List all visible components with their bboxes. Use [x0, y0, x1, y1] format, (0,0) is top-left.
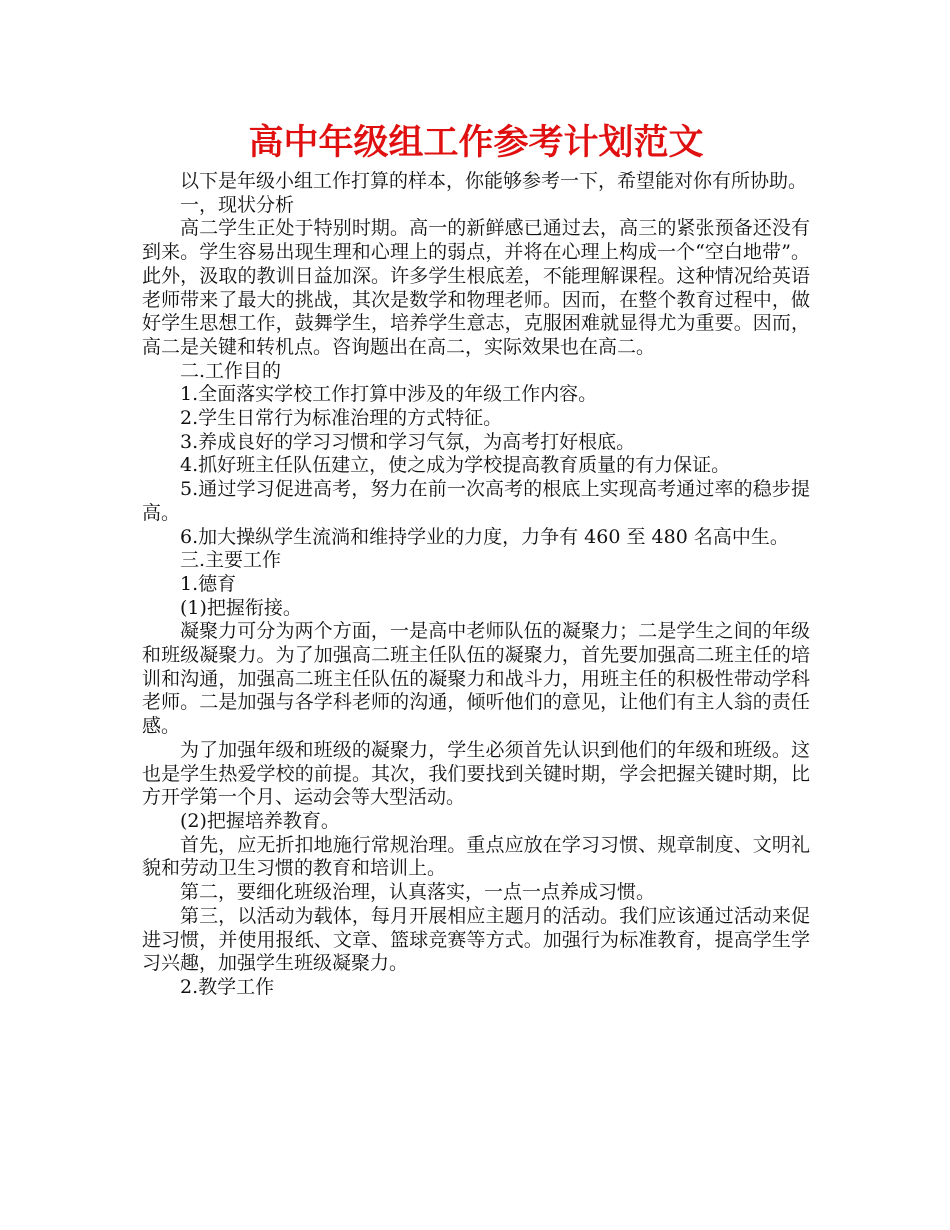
subsection-heading-moral: 1.德育 [180, 572, 237, 595]
goal-item-2: 2.学生日常行为标准治理的方式特征。 [180, 407, 503, 430]
document-page [142, 118, 810, 1000]
goal-item-6: 6.加大操纵学生流淌和维持学业的力度，力争有 460 至 480 名高中生。 [180, 525, 789, 548]
first-point-paragraph: 首先，应无折扣地施行常规治理。重点应放在学习习惯、规章制度、文明礼貌和劳动卫生习惯的教育和培训上。 [142, 833, 810, 880]
status-paragraph: 高二学生正处于特别时期。高一的新鲜感已通过去，高三的紧张预备还没有到来。学生容易出现生理和心理上的弱点，并将在心理上构成一个“空白地带”。此外，汲取的教训日益加深。许多学生根底差，不能理解课程。这种情况给英语老师带来了最大的挑战，其次是数学和物理老师。因而，在整个教育过程中，做好学生思想工作，鼓舞学生，培养学生意志，克服困难就显得尤为重要。因而，高二是关键和转机点。咨询题出在高二，实际效果也在高二。 [142, 217, 810, 358]
cohesion-paragraph: 凝聚力可分为两个方面，一是高中老师队伍的凝聚力；二是学生之间的年级和班级凝聚力。为了加强高二班主任队伍的凝聚力，首先要加强高二班主任的培训和沟通，加强高二班主任队伍的凝聚力和战斗力，用班主任的积极性带动学科老师。二是加强与各学科老师的沟通，倾听他们的意见，让他们有主人翁的责任感。 [142, 620, 810, 738]
subsection-heading-teaching: 2.教学工作 [180, 975, 275, 998]
goal-item-4: 4.抓好班主任队伍建立，使之成为学校提高教育质量的有力保证。 [180, 454, 731, 477]
class-cohesion-paragraph: 为了加强年级和班级的凝聚力，学生必须首先认识到他们的年级和班级。这也是学生热爱学校的前提。其次，我们要找到关键时期，学会把握关键时期，比方开学第一个月、运动会等大型活动。 [142, 738, 810, 809]
section-heading-main-work: 三.主要工作 [180, 549, 282, 572]
goal-item-5: 5.通过学习促进高考，努力在前一次高考的根底上实现高考通过率的稳步提高。 [142, 478, 810, 524]
section-heading-goals: 二.工作目的 [180, 359, 282, 382]
intro-paragraph: 以下是年级小组工作打算的样本，你能够参考一下，希望能对你有所协助。 [180, 170, 808, 192]
document-title: 高中年级组工作参考计划范文 [248, 123, 704, 163]
item-heading-training: (2)把握培养教育。 [180, 809, 340, 832]
goal-item-1: 1.全面落实学校工作打算中涉及的年级工作内容。 [180, 383, 598, 406]
item-heading-transition: (1)把握衔接。 [180, 596, 302, 619]
third-point-paragraph: 第三，以活动为载体，每月开展相应主题月的活动。我们应该通过活动来促进习惯，并使用报纸、文章、篮球竞赛等方式。加强行为标准教育，提高学生学习兴趣，加强学生班级凝聚力。 [142, 904, 810, 975]
section-heading-status: 一，现状分析 [180, 193, 295, 216]
second-point-paragraph: 第二，要细化班级治理，认真落实，一点一点养成习惯。 [180, 881, 656, 904]
goal-item-3: 3.养成良好的学习习惯和学习气氛，为高考打好根底。 [180, 430, 636, 453]
